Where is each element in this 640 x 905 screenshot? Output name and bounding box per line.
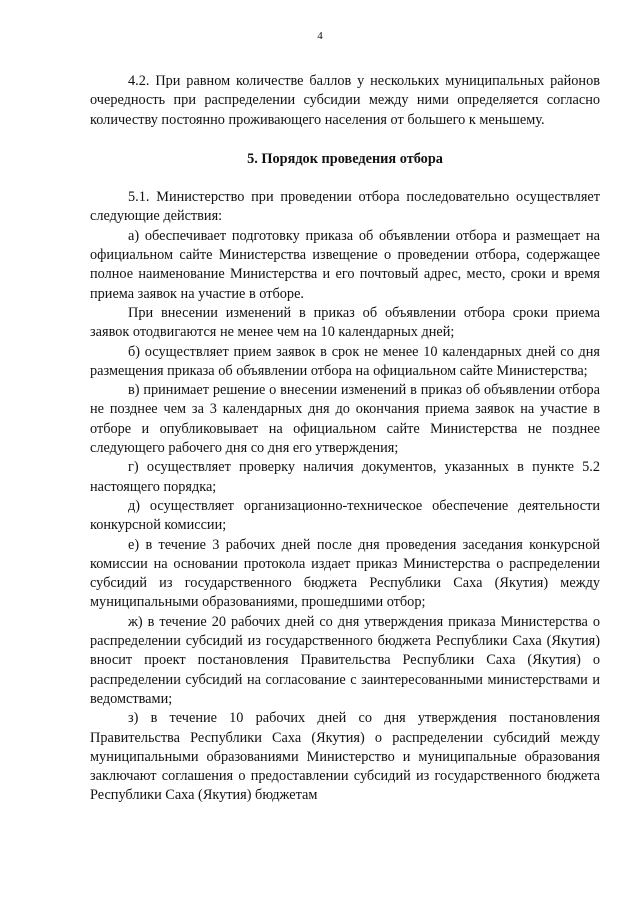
document-body — [90, 72, 600, 806]
list-item-d: д) осуществляет организационно-техническое обеспечение деятельности конкурсной комиссии; — [90, 497, 600, 534]
paragraph-changes: При внесении изменений в приказ об объявлении отбора сроки приема заявок отодвигаются не менее чем на 10 календарных дней; — [90, 304, 600, 341]
section-heading: 5. Порядок проведения отбора — [247, 150, 443, 167]
list-item-g: г) осуществляет проверку наличия документов, указанных в пункте 5.2 настоящего порядка; — [90, 459, 600, 495]
list-item-zh: ж) в течение 20 рабочих дней со дня утверждения приказа Министерства о распределении субсидий из государственного бюджета Республики Саха (Якутия) вносит проект постановления Правительства Республики Саха (Якутия) о распределении субсидий на согласование с заинтересованными министерствами и ведомствами; — [90, 613, 600, 707]
list-item-b: б) осуществляет прием заявок в срок не менее 10 календарных дней со дня размещения приказа об объявлении отбора на официальном сайте Министерства; — [90, 343, 600, 379]
list-item-a: а) обеспечивает подготовку приказа об объявлении отбора и размещает на официальном сайте Министерства извещение о проведении отбора, содержащее полное наименование Министерства и его почтовый адрес, место, сроки и время приема заявок на участие в отборе. — [90, 227, 600, 302]
paragraph-5-1: 5.1. Министерство при проведении отбора последовательно осуществляет следующие действия: — [90, 189, 600, 225]
paragraph-4-2: 4.2. При равном количестве баллов у нескольких муниципальных районов очередность при распределении субсидии между ними определяется согласно количеству постоянно проживающего населения от большего к меньшему. — [90, 73, 600, 128]
page-number: 4 — [317, 30, 323, 42]
list-item-z: з) в течение 10 рабочих дней со дня утверждения постановления Правительства Республики Саха (Якутия) о распределении субсидий между муниципальными образованиями Министерство и муниципальные образования заключают соглашения о предоставлении субсидий из государственного бюджета Республики Саха (Якутия) бюджетам — [90, 710, 600, 804]
list-item-e: е) в течение 3 рабочих дней после дня проведения заседания конкурсной комиссии на основании протокола издает приказ Министерства о распределении субсидий из государственного бюджета Республики Саха (Якутия) между муниципальными образованиями, прошедшими отбор; — [90, 536, 600, 611]
list-item-v: в) принимает решение о внесении изменений в приказ об объявлении отбора не позднее чем за 3 календарных дня до окончания приема заявок на участие в отборе и опубликовывает на официальном сайте Министерства не позднее следующего рабочего дня со дня его утверждения; — [90, 382, 600, 457]
